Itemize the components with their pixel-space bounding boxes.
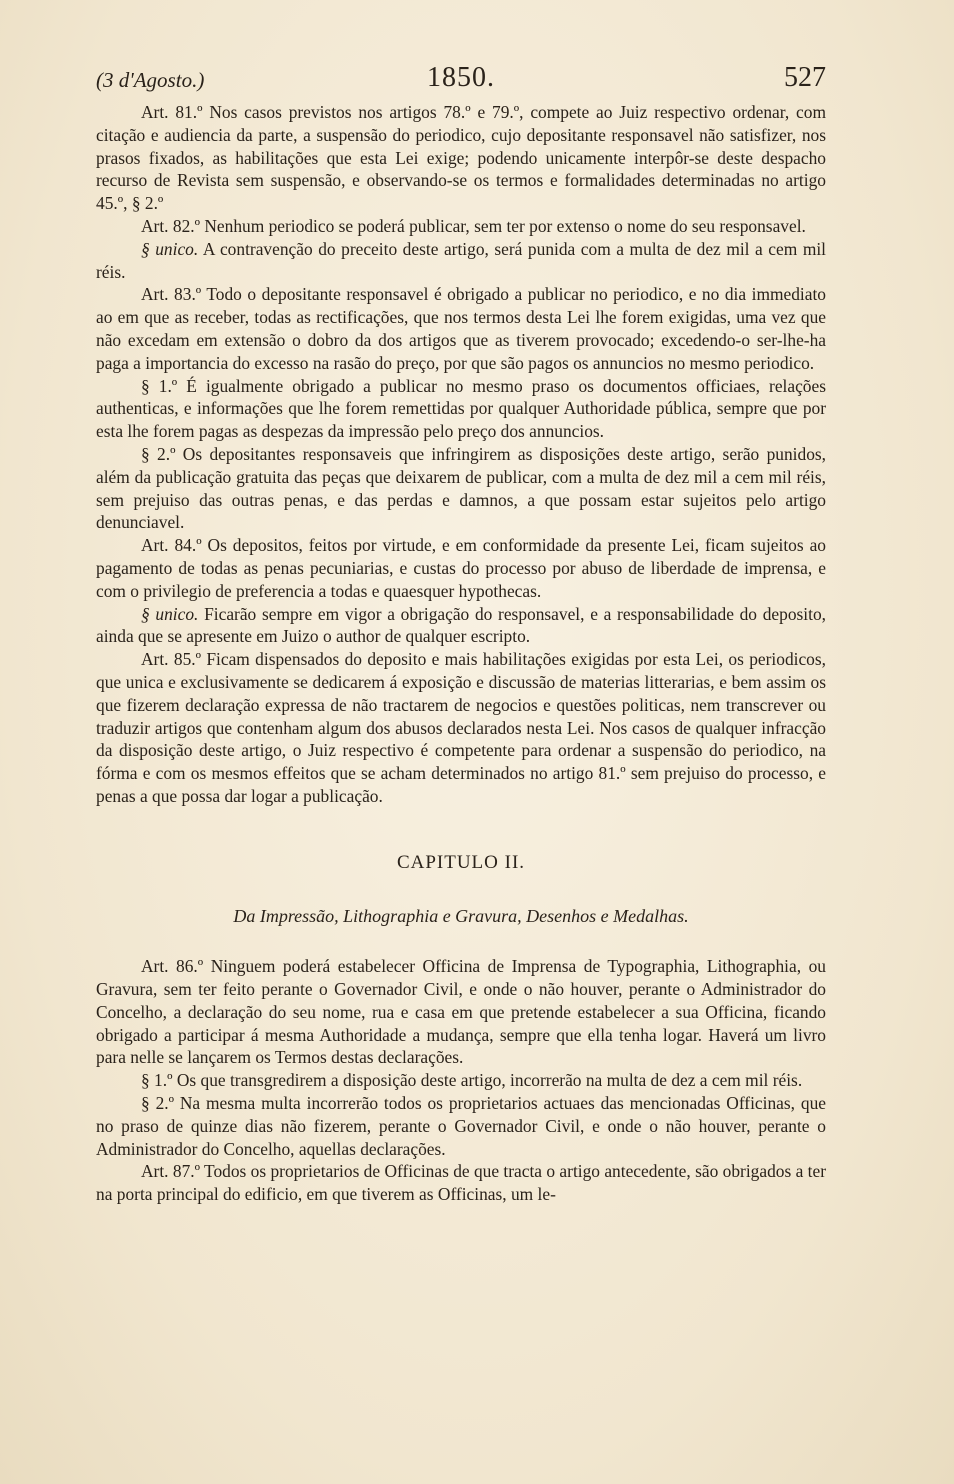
article-83-p2: § 2.º Os depositantes responsaveis que infringirem as disposições deste artigo, serão punidos, além da publicação gratuita das peças que deixarem de publicar, com a multa de dez mil a cem mil réis, sem prejuiso das outras penas, e das perdas e damnos, a que possam estar sujeitos pelo artigo denunciavel. [96,443,826,533]
article-82-unico [96,238,826,284]
page-number: 527 [784,62,826,93]
paragraph-marker: § unico. [141,603,199,624]
article-86-p2: § 2.º Na mesma multa incorrerão todos os proprietarios actuaes das mencionadas Officinas, que no praso de quinze dias não fizerem, perante o Governador Civil, e onde o não houver, perante o Administrador do Concelho, aquellas declarações. [96,1093,826,1159]
paragraph-text: Ficarão sempre em vigor a obrigação do responsavel, e a responsabilidade do deposito, ainda que se apresente em Juizo o author de qualquer escripto. [96,603,826,647]
article-86: Art. 86.º Ninguem poderá estabelecer Officina de Imprensa de Typographia, Lithographia, ou Gravura, sem ter feito perante o Governador Civil, e onde o não houver, perante o Administrador do Concelho, a declaração do seu nome, rua e casa em que pretende estabelecer a sua Officina, ficando obrigado a participar á mesma Authoridade a mudança, sempre que ella tenha logar. Haverá um livro para nelle se lançarem os Termos destas declarações. [96,956,826,1068]
article-86-p1: § 1.º Os que transgredirem a disposição deste artigo, incorrerão na multa de dez a cem mil réis. [141,1070,803,1091]
paragraph-marker: § unico. [141,238,199,259]
paragraph-text: A contravenção do preceito deste artigo, será punida com a multa de dez mil a cem mil réis. [96,238,827,282]
article-84-unico [96,603,826,649]
article-83-p1: § 1.º É igualmente obrigado a publicar no mesmo praso os documentos officiaes, relações authenticas, e informações que lhe forem remettidas por qualquer Authoridade pública, sempre que por esta lhe forem pagas as despezas da impressão pelo preço dos annuncios. [96,375,826,442]
article-87: Art. 87.º Todos os proprietarios de Officinas de que tracta o artigo antecedente, são obrigados a ter na porta principal do edificio, em que tiverem as Officinas, um le- [96,1161,826,1205]
page-header [96,62,826,96]
header-date: (3 d'Agosto.) [96,68,205,92]
article-85: Art. 85.º Ficam dispensados do deposito e mais habilitações exigidas por esta Lei, os periodicos, que unica e exclusivamente se dedicarem á exposição e discussão de materias litterarias, e bem assim os que fizerem declaração expressa de não tractarem de negocios e questões politicas, nem transcrever ou traduzir artigos que contenham algum dos abusos declarados nesta Lei. Nos casos de qualquer infracção da disposição deste artigo, o Juiz respectivo é competente para ordenar a suspensão do periodico, na fórma e com os mesmos effeitos que se acham determinados no artigo 81.º sem prejuiso do processo, e penas a que possa dar logar a publicação. [96,649,826,806]
chapter-subtitle: Da Impressão, Lithographia e Gravura, Desenhos e Medalhas. [233,905,689,926]
article-84: Art. 84.º Os depositos, feitos por virtude, e em conformidade da presente Lei, ficam sujeitos ao pagamento de todas as penas pecuniarias, e custas do processo por abuso de liberdade de imprensa, e com o privilegio de preferencia a todas e quaesquer hypothecas. [96,535,826,601]
article-83: Art. 83.º Todo o depositante responsavel é obrigado a publicar no periodico, e no dia immediato ao em que as receber, todas as rectificações, que nos termos desta Lei lhe forem exigidas, uma vez que não excedam em extensão o dobro da dos artigos que as tiverem provocado; excedendo-o ser-lhe-ha paga a importancia do excesso na rasão do preço, por que são pagos os annuncios no mesmo periodico. [96,284,826,373]
article-81: Art. 81.º Nos casos previstos nos artigos 78.º e 79.º, compete ao Juiz respectivo ordenar, com citação e audiencia da parte, a suspensão do periodico, cujo depositante responsavel não satisfizer, nos prasos fixados, as habilitações que esta Lei exige; podendo unicamente interpôr-se deste despacho recurso de Revista sem suspensão, e observando-se os termos e formalidades determinadas no artigo 45.º, § 2.º [96,102,826,214]
page-body [96,101,826,1206]
header-year: 1850. [427,62,495,93]
chapter-heading: CAPITULO II. [396,851,526,873]
article-82: Art. 82.º Nenhum periodico se poderá publicar, sem ter por extenso o nome do seu responsavel. [141,215,806,236]
